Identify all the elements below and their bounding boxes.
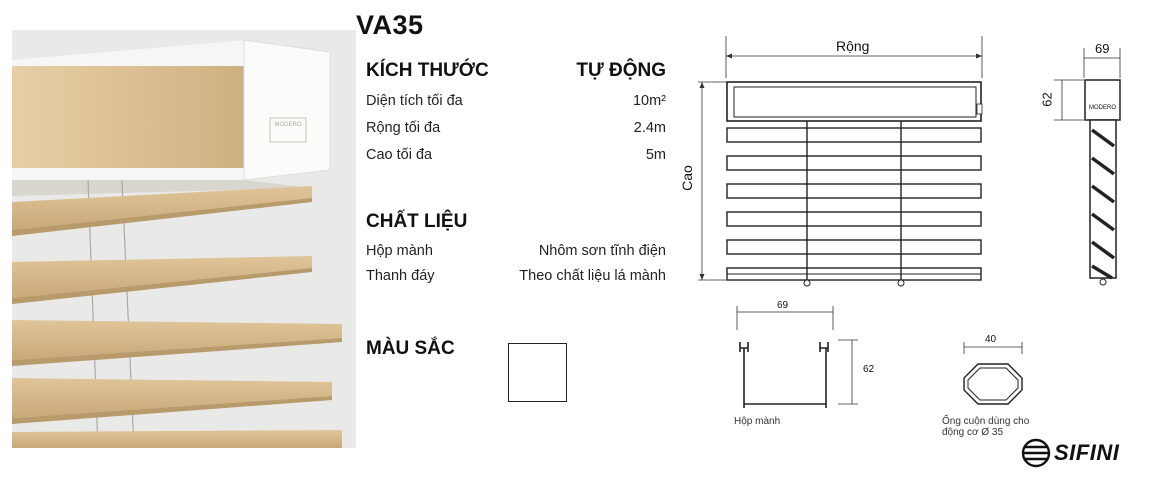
slats [12, 186, 342, 448]
box-logo: MODERO [274, 122, 302, 128]
page-title: VA35 [356, 10, 424, 40]
material-value-bottom-rail: Theo chất liệu lá mành [519, 268, 666, 284]
material-label-bottom-rail: Thanh đáy [366, 268, 435, 284]
box-width-label: 69 [777, 300, 789, 311]
type-heading: TỰ ĐỘNG [576, 60, 666, 81]
color-heading: MÀU SẮC [366, 338, 455, 359]
box-section-svg [728, 296, 898, 416]
front-drawing-svg [680, 30, 1000, 292]
size-label-height: Cao tối đa [366, 147, 433, 163]
side-width-label: 69 [1095, 41, 1110, 56]
material-value-box: Nhôm sơn tĩnh điện [538, 243, 666, 259]
tube-caption-line2: động cơ Ø 35 [942, 427, 1004, 438]
side-drawing-svg [1034, 38, 1144, 290]
tube-width-label: 40 [985, 334, 997, 345]
box-height-label: 62 [863, 364, 875, 375]
globe-icon [1020, 436, 1054, 470]
product-photo [12, 30, 356, 448]
height-dimension-label: Cao [678, 165, 695, 191]
brand-logo [1020, 436, 1142, 470]
side-drawing [1034, 38, 1144, 290]
color-swatch-white[interactable] [508, 343, 567, 402]
size-heading: KÍCH THƯỚC [366, 60, 489, 81]
width-dimension-label: Rộng [836, 38, 870, 54]
size-value-height: 5m [645, 147, 666, 163]
front-drawing [680, 30, 1000, 292]
tube-caption-line1: Ống cuộn dùng cho [942, 416, 1030, 427]
side-logo: MODERO [1089, 105, 1116, 111]
side-height-label: 62 [1039, 92, 1055, 107]
material-heading: CHẤT LIỆU [366, 211, 468, 232]
brand-name: SIFINI [1054, 440, 1120, 465]
size-label-area: Diện tích tối đa [366, 93, 463, 109]
material-label-box: Hộp mành [366, 243, 433, 259]
size-value-area: 10m² [632, 93, 666, 109]
product-illustration [12, 30, 356, 448]
size-label-width: Rộng tối đa [366, 120, 441, 136]
box-section-caption: Hộp mành [734, 416, 781, 427]
size-value-width: 2.4m [633, 120, 666, 136]
box-section-drawing [728, 296, 898, 436]
tube-section-drawing [940, 330, 1070, 442]
tube-section-svg [940, 330, 1070, 410]
